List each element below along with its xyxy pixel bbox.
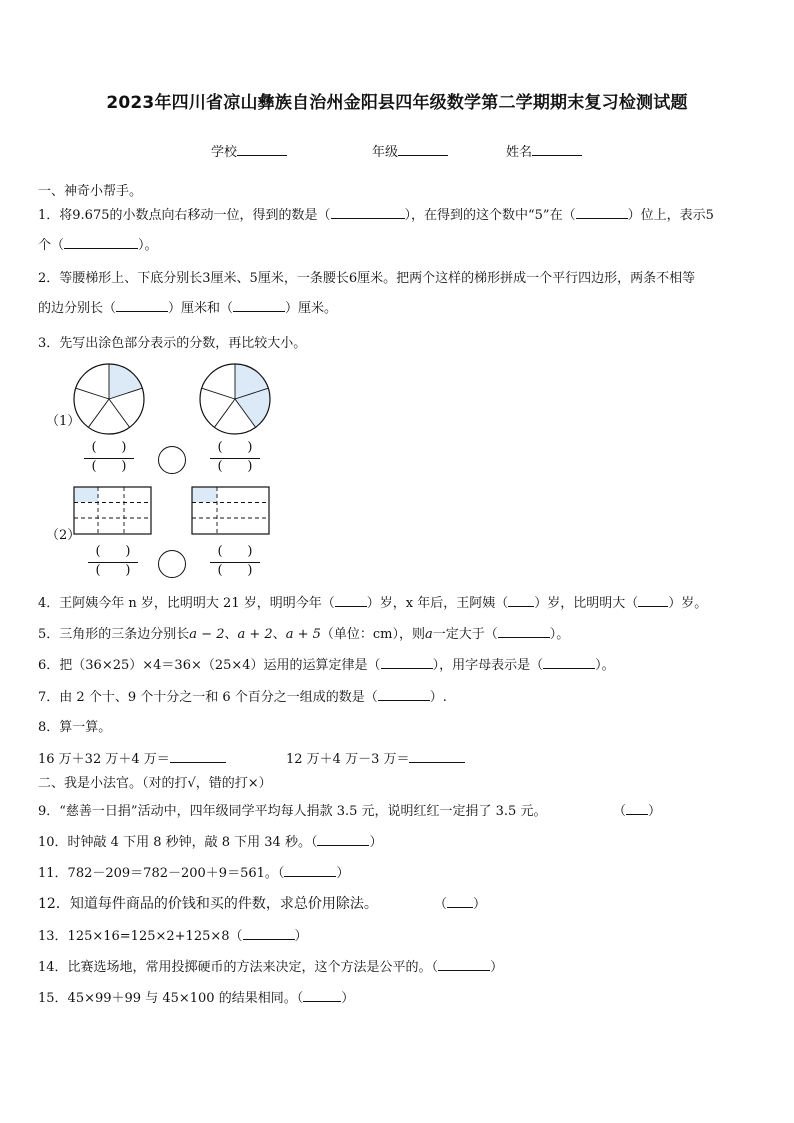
question-9 bbox=[38, 800, 546, 819]
q15-text: 45×99＋99 与 45×100 的结果相同。（ bbox=[67, 991, 304, 1006]
question-number: 8． bbox=[38, 720, 60, 735]
q9-text: “慈善一日捐”活动中，四年级同学平均每人捐款 3.5 元，说明红红一定捐了 3.5 元。 bbox=[59, 804, 547, 819]
q9-blank[interactable] bbox=[626, 801, 648, 815]
q2-blank-1[interactable] bbox=[116, 298, 168, 312]
q11-blank[interactable] bbox=[284, 863, 336, 877]
paren-close: ） bbox=[490, 960, 504, 975]
q8-calc-2-text: 12 万＋4 万－3 万＝ bbox=[286, 752, 410, 767]
question-11 bbox=[38, 862, 349, 881]
q8-blank-1[interactable] bbox=[170, 749, 226, 763]
q6-text-b: ），用字母表示是（ bbox=[432, 658, 544, 673]
q4-text-c: ）岁，比明明大（ bbox=[534, 596, 639, 611]
q5-variable: a bbox=[425, 627, 433, 642]
q8-calc-2 bbox=[286, 748, 465, 767]
q8-calc-1 bbox=[38, 748, 226, 767]
question-number: 6． bbox=[38, 658, 60, 673]
fraction-answer-1[interactable]: ( ) ( ) bbox=[84, 440, 134, 477]
question-6 bbox=[38, 654, 615, 673]
q4-text-b: ）岁，x 年后，王阿姨（ bbox=[366, 596, 509, 611]
q5-sep-1: 、 bbox=[224, 627, 238, 642]
q1-text-d: 个（ bbox=[38, 238, 65, 253]
q6-text-c: ）。 bbox=[595, 658, 615, 673]
section-1-heading: 一、神奇小帮手。 bbox=[38, 184, 143, 199]
q12-blank[interactable] bbox=[447, 894, 473, 908]
q10-blank[interactable] bbox=[317, 832, 369, 846]
question-number: 14． bbox=[38, 960, 68, 975]
q8-calc-1-text: 16 万＋32 万＋4 万＝ bbox=[38, 752, 170, 767]
q1-blank-1[interactable] bbox=[331, 205, 405, 219]
q8-blank-2[interactable] bbox=[409, 749, 465, 763]
q2-text-b: 的边分别长（ bbox=[38, 301, 117, 316]
question-4 bbox=[38, 592, 707, 611]
question-number: 4． bbox=[38, 596, 60, 611]
question-3 bbox=[38, 332, 306, 351]
question-number: 3． bbox=[38, 336, 60, 351]
q14-blank[interactable] bbox=[438, 957, 490, 971]
question-number: 5． bbox=[38, 627, 60, 642]
paren-close: ） bbox=[473, 897, 487, 912]
compare-circle-2[interactable] bbox=[158, 550, 186, 578]
paren-open: （ bbox=[434, 897, 448, 912]
grade-label: 年级 bbox=[372, 145, 399, 160]
paren-close: ） bbox=[369, 835, 383, 850]
rect-2-shaded-cell bbox=[192, 487, 217, 502]
q4-blank-1[interactable] bbox=[335, 593, 367, 607]
rectangle-figure-1 bbox=[73, 486, 153, 536]
paren-close: ） bbox=[294, 929, 308, 944]
name-blank[interactable] bbox=[532, 143, 582, 156]
paren-open: （ bbox=[613, 804, 627, 819]
question-2 bbox=[38, 264, 760, 324]
q1-text-b: ），在得到的这个数中“5”在（ bbox=[404, 208, 576, 223]
q4-blank-2[interactable] bbox=[508, 593, 534, 607]
question-number: 11． bbox=[38, 866, 68, 881]
question-14 bbox=[38, 956, 503, 975]
fraction-answer-4[interactable]: ( ) ( ) bbox=[210, 544, 260, 581]
q1-text-e: ）。 bbox=[138, 238, 158, 253]
q6-blank-1[interactable] bbox=[381, 655, 433, 669]
q2-text-c: ）厘米和（ bbox=[168, 301, 234, 316]
paren-close: ） bbox=[648, 804, 662, 819]
q5-text-d: ）。 bbox=[549, 627, 570, 642]
school-blank[interactable] bbox=[237, 143, 287, 156]
q5-text-a: 三角形的三条边分别长 bbox=[59, 627, 190, 642]
rect-1-shaded-cell bbox=[74, 487, 98, 502]
q1-blank-2[interactable] bbox=[576, 205, 628, 219]
q14-text: 比赛选场地，常用投掷硬币的方法来决定，这个方法是公平的。（ bbox=[67, 960, 439, 975]
q11-text: 782－209＝782－200＋9＝561。（ bbox=[67, 866, 285, 881]
paren-close: ） bbox=[341, 991, 355, 1006]
compare-circle-1[interactable] bbox=[158, 446, 186, 474]
page-title: 2023年四川省凉山彝族自治州金阳县四年级数学第二学期期末复习检测试题 bbox=[106, 93, 688, 113]
question-7 bbox=[38, 686, 447, 705]
q8-text: 算一算。 bbox=[59, 720, 112, 735]
q13-blank[interactable] bbox=[243, 926, 295, 940]
question-number: 13． bbox=[38, 929, 68, 944]
fraction-answer-2[interactable]: ( ) ( ) bbox=[210, 440, 260, 477]
q7-blank[interactable] bbox=[378, 687, 430, 701]
q1-text-a: 将9.675的小数点向右移动一位，得到的数是（ bbox=[59, 208, 331, 223]
q3-text: 先写出涂色部分表示的分数，再比较大小。 bbox=[59, 336, 307, 351]
q12-text: 知道每件商品的价钱和买的件数，求总价用除法。 bbox=[69, 896, 378, 912]
q9-answer bbox=[613, 800, 661, 819]
question-number: 9． bbox=[38, 804, 60, 819]
grade-field[interactable] bbox=[372, 141, 448, 160]
q4-text-d: ）岁。 bbox=[668, 596, 708, 611]
q6-blank-2[interactable] bbox=[543, 655, 595, 669]
q15-blank[interactable] bbox=[303, 988, 341, 1002]
question-number: 1． bbox=[38, 208, 60, 223]
q5-expr-3: a + 5 bbox=[285, 627, 321, 642]
q1-text-c: ）位上，表示5 bbox=[627, 208, 714, 223]
q3-part-1-label: （1） bbox=[46, 414, 81, 429]
q12-answer bbox=[434, 893, 486, 912]
q4-text-a: 王阿姨今年 n 岁，比明明大 21 岁，明明今年（ bbox=[59, 596, 335, 611]
q5-sep-2: 、 bbox=[272, 627, 286, 642]
question-12 bbox=[38, 893, 378, 913]
q7-text-a: 由 2 个十、9 个十分之一和 6 个百分之一组成的数是（ bbox=[59, 690, 378, 705]
q4-blank-3[interactable] bbox=[638, 593, 668, 607]
q2-blank-2[interactable] bbox=[233, 298, 285, 312]
school-label: 学校 bbox=[211, 145, 238, 160]
question-number: 10． bbox=[38, 835, 68, 850]
question-8 bbox=[38, 716, 111, 735]
q2-text-a: 等腰梯形上、下底分别长3厘米、5厘米，一条腰长6厘米。把两个这样的梯形拼成一个平行四边形，两条不相等 bbox=[59, 271, 696, 286]
school-field[interactable] bbox=[211, 141, 287, 160]
q10-text: 时钟敲 4 下用 8 秒钟，敲 8 下用 34 秒。（ bbox=[67, 835, 318, 850]
q5-text-c: 一定大于（ bbox=[432, 627, 498, 642]
q6-text-a: 把（36×25）×4＝36×（25×4）运用的运算定律是（ bbox=[59, 658, 381, 673]
question-10 bbox=[38, 831, 382, 850]
q5-expr-2: a + 2 bbox=[237, 627, 273, 642]
section-2-heading: 二、我是小法官。（对的打√，错的打×） bbox=[38, 776, 272, 791]
question-15 bbox=[38, 987, 354, 1006]
name-label: 姓名 bbox=[506, 145, 533, 160]
q5-expr-1: a − 2 bbox=[189, 627, 225, 642]
paren-close: ） bbox=[336, 866, 350, 881]
q2-text-d: ）厘米。 bbox=[285, 301, 338, 316]
q13-text: 125×16=125×2+125×8（ bbox=[67, 929, 243, 944]
question-number: 2． bbox=[38, 271, 60, 286]
circle-figure-2 bbox=[198, 362, 272, 436]
question-number: 12． bbox=[38, 896, 70, 912]
q5-text-b: （单位：cm），则 bbox=[320, 627, 425, 642]
fraction-answer-3[interactable]: ( ) ( ) bbox=[88, 544, 138, 581]
question-number: 15． bbox=[38, 991, 68, 1006]
question-number: 7． bbox=[38, 690, 60, 705]
rectangle-figure-2 bbox=[191, 486, 271, 536]
question-13 bbox=[38, 925, 308, 944]
question-5 bbox=[38, 623, 569, 642]
q7-text-b: ）. bbox=[429, 690, 447, 705]
question-1 bbox=[38, 201, 760, 261]
circle-figure-1 bbox=[72, 362, 146, 436]
name-field[interactable] bbox=[506, 141, 582, 160]
q5-blank[interactable] bbox=[498, 624, 550, 638]
q3-part-2-label: （2） bbox=[46, 528, 81, 543]
q1-blank-3[interactable] bbox=[64, 235, 138, 249]
grade-blank[interactable] bbox=[398, 143, 448, 156]
